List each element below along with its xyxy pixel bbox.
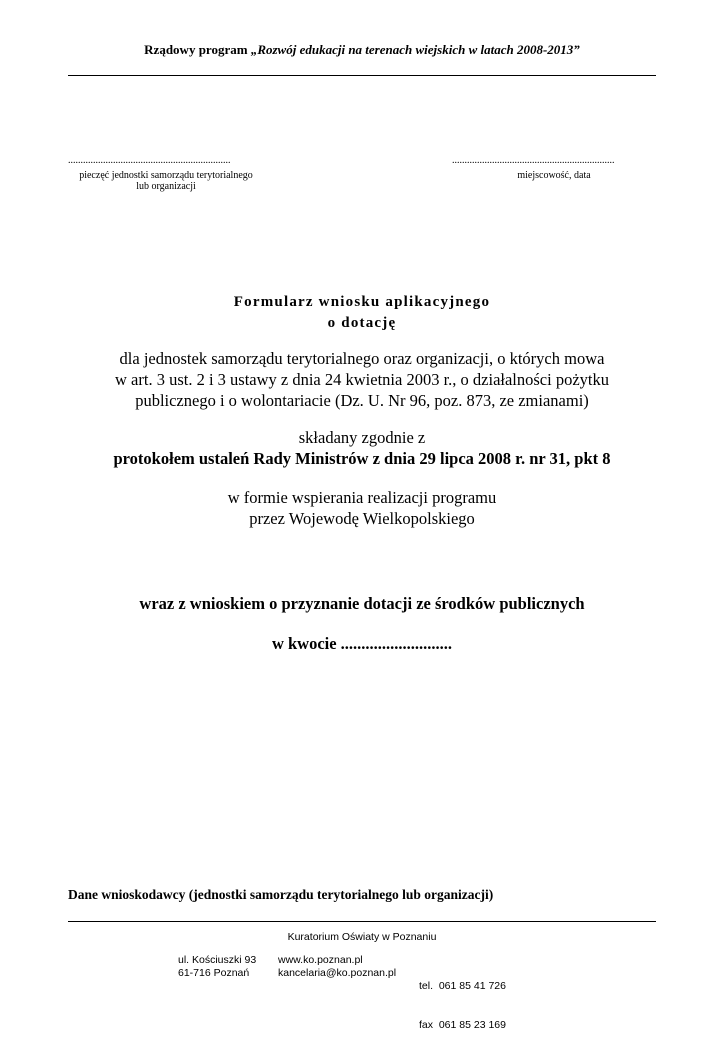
place-date-dotted-line: ................................................................. [452,156,615,166]
footer-online [278,954,396,980]
footer-org: Kuratorium Oświaty w Poznaniu [287,931,437,943]
basis-line2: protokołem ustaleń Rady Ministrów z dnia 29 lipca 2008 r. nr 31, pkt 8 [113,449,611,468]
stamp-caption [68,170,264,192]
footer-city: 61-716 Poznań [178,967,250,979]
header-divider [68,75,656,76]
footer-divider [68,921,656,922]
form-title [0,292,724,334]
stamp-caption-line2: lub organizacji [136,181,196,192]
footer-address [178,954,256,980]
footer-web[interactable]: www.ko.poznan.pl [278,954,363,966]
form-line2: przez Wojewodę Wielkopolskiego [249,509,475,528]
program-header [68,42,656,58]
place-date-caption: miejscowość, data [517,170,591,181]
form-paragraph [0,487,724,529]
intro-paragraph [0,348,724,411]
program-title: „Rozwój edukacji na terenach wiejskich w latach 2008-2013” [250,42,580,57]
stamp-dotted-line: ................................................................. [68,156,231,166]
form-title-line1: Formularz wniosku aplikacyjnego [233,294,491,310]
basis-line1: składany zgodnie z [298,428,426,447]
form-title-line2: o dotację [327,315,397,331]
footer-street: ul. Kościuszki 93 [178,954,257,966]
basis-paragraph [0,427,724,469]
footer-phones [419,954,506,1045]
form-line1: w formie wspierania realizacji programu [227,488,497,507]
request-line: wraz z wnioskiem o przyznanie dotacji ze środków publicznych [139,594,585,613]
footer-fax: fax 061 85 23 169 [419,1019,506,1031]
intro-line3: publicznego i o wolontariacie (Dz. U. Nr 96, poz. 873, ze zmianami) [135,391,589,410]
footer-tel: tel. 061 85 41 726 [419,980,506,992]
footer-email[interactable]: kancelaria@ko.poznan.pl [278,967,397,979]
applicant-section-heading: Dane wnioskodawcy (jednostki samorządu terytorialnego lub organizacji) [68,887,494,902]
intro-line2: w art. 3 ust. 2 i 3 ustawy z dnia 24 kwietnia 2003 r., o działalności pożytku [115,370,609,389]
program-label: Rządowy program [144,42,248,57]
stamp-caption-line1: pieczęć jednostki samorządu terytorialnego [79,170,253,181]
amount-line: w kwocie ........................... [271,634,453,653]
intro-line1: dla jednostek samorządu terytorialnego oraz organizacji, o których mowa [119,349,605,368]
